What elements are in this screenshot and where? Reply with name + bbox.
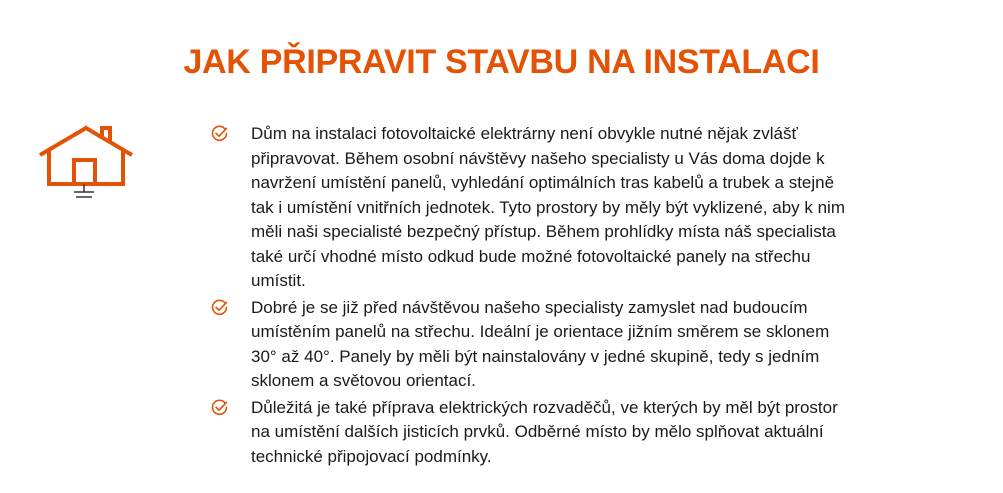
house-icon <box>36 122 136 204</box>
page-title: JAK PŘIPRAVIT STAVBU NA INSTALACI <box>183 43 820 81</box>
check-circle-icon <box>211 299 228 316</box>
list-item-text: Dobré je se již před návštěvou našeho specialisty zamyslet nad budoucím umístěním panelů na střechu. Ideální je orientace jižním směrem se sklonem 30° až 40°. Panely by měli být nainstalovány v jedné skupině, tedy s jedním sklonem a světovou orientací. <box>251 297 830 390</box>
info-list <box>211 122 851 471</box>
check-circle-icon <box>211 399 228 416</box>
list-item-text: Dům na instalaci fotovoltaické elektrárny není obvykle nutné nějak zvlášť připravovat. Během osobní návštěvy našeho specialisty u Vás doma dojde k navržení umístění panelů, vyhledání optimálních tras kabelů a trubek a stejně tak i umístění vnitřních jednotek. Tyto prostory by měly být vyklizené, aby k nim měli naši specialisté bezpečný přístup. Během prohlídky místa náš specialista také určí vhodné místo odkud bude možné fotovoltaické panely na střechu umístit. <box>251 124 845 290</box>
list-item <box>211 396 851 470</box>
check-circle-icon <box>211 125 228 142</box>
list-item-text: Důležitá je také příprava elektrických rozvaděčů, ve kterých by měl být prostor na umístění dalších jisticích prvků. Odběrné místo by mělo splňovat aktuální technické připojovací podmínky. <box>251 397 838 466</box>
list-item <box>211 122 851 294</box>
list-item <box>211 296 851 394</box>
